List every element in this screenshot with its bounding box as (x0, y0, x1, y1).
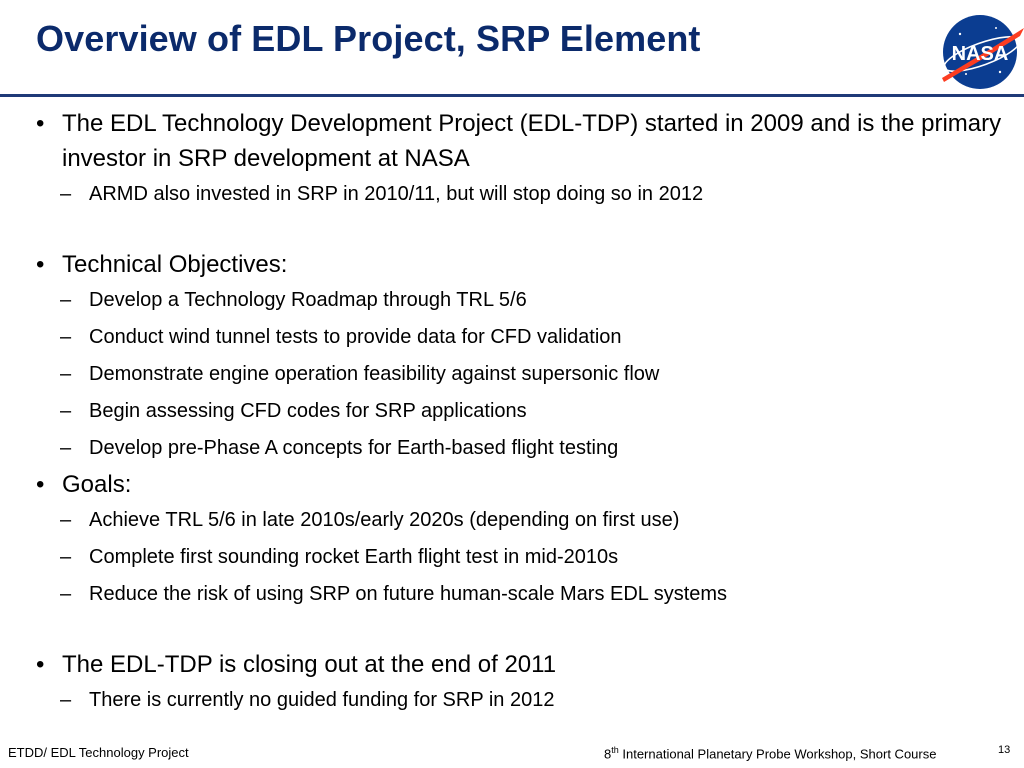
footer-ordinal: 8 (604, 746, 612, 762)
sub-bullet-text: There is currently no guided funding for SRP in 2012 (89, 689, 555, 711)
dash-marker: – (60, 689, 72, 711)
dash-marker: – (60, 400, 72, 422)
sub-bullet-item (36, 356, 1006, 393)
page-number: 13 (998, 744, 1011, 756)
nasa-logo-text: NASA (951, 43, 1009, 65)
footer-project-name: ETDD/ EDL Technology Project (8, 745, 189, 760)
sub-bullet-item (36, 539, 1006, 576)
sub-bullet-item (36, 502, 1006, 539)
bullet-item (36, 106, 1006, 176)
dash-marker: – (60, 437, 72, 459)
bullet-text: Technical Objectives: (62, 251, 288, 278)
sub-bullet-text: ARMD also invested in SRP in 2010/11, but will stop doing so in 2012 (89, 183, 704, 205)
sub-bullet-item (36, 319, 1006, 356)
dash-marker: – (60, 583, 72, 605)
bullet-text: The EDL-TDP is closing out at the end of 2011 (62, 651, 557, 678)
dash-marker: – (60, 509, 72, 531)
dash-marker: – (60, 546, 72, 568)
dash-marker: – (60, 326, 72, 348)
bullet-marker: • (36, 110, 45, 137)
dash-marker: – (60, 289, 72, 311)
footer-event-name (604, 745, 936, 761)
sub-bullet-item (36, 430, 1006, 467)
sub-bullet-text: Conduct wind tunnel tests to provide data for CFD validation (89, 326, 622, 348)
sub-bullet-item (36, 393, 1006, 430)
sub-bullet-text: Reduce the risk of using SRP on future human-scale Mars EDL systems (89, 583, 728, 605)
sub-bullet-text: Demonstrate engine operation feasibility against supersonic flow (89, 363, 660, 385)
bullet-text: Goals: (62, 471, 132, 498)
slide-title: Overview of EDL Project, SRP Element (36, 18, 701, 59)
sub-bullet-item (36, 576, 1006, 613)
footer-event-text: International Planetary Probe Workshop, Short Course (618, 746, 937, 762)
bullet-marker: • (36, 471, 45, 498)
sub-bullet-item (36, 176, 1006, 213)
sub-bullet-text: Achieve TRL 5/6 in late 2010s/early 2020s (depending on first use) (89, 509, 680, 531)
sub-bullet-text: Develop pre-Phase A concepts for Earth-based flight testing (89, 437, 619, 459)
nasa-logo (936, 8, 1024, 94)
slide-body (36, 106, 1006, 719)
sub-bullet-item (36, 682, 1006, 719)
footer-ordinal-suffix: th (611, 745, 619, 755)
bullet-marker: • (36, 651, 45, 678)
title-divider (0, 94, 1024, 97)
dash-marker: – (60, 363, 72, 385)
sub-bullet-text: Develop a Technology Roadmap through TRL 5/6 (89, 289, 527, 311)
bullet-marker: • (36, 251, 45, 278)
sub-bullet-text: Complete first sounding rocket Earth flight test in mid-2010s (89, 546, 619, 568)
sub-bullet-text: Begin assessing CFD codes for SRP applications (89, 400, 527, 422)
bullet-item (36, 247, 1006, 282)
dash-marker: – (60, 183, 72, 205)
spacer (36, 213, 1006, 247)
bullet-text: The EDL Technology Development Project (EDL-TDP) started in 2009 and is the primary investor in SRP development at NASA (62, 110, 1002, 172)
bullet-item (36, 467, 1006, 502)
spacer (36, 613, 1006, 647)
sub-bullet-item (36, 282, 1006, 319)
bullet-item (36, 647, 1006, 682)
